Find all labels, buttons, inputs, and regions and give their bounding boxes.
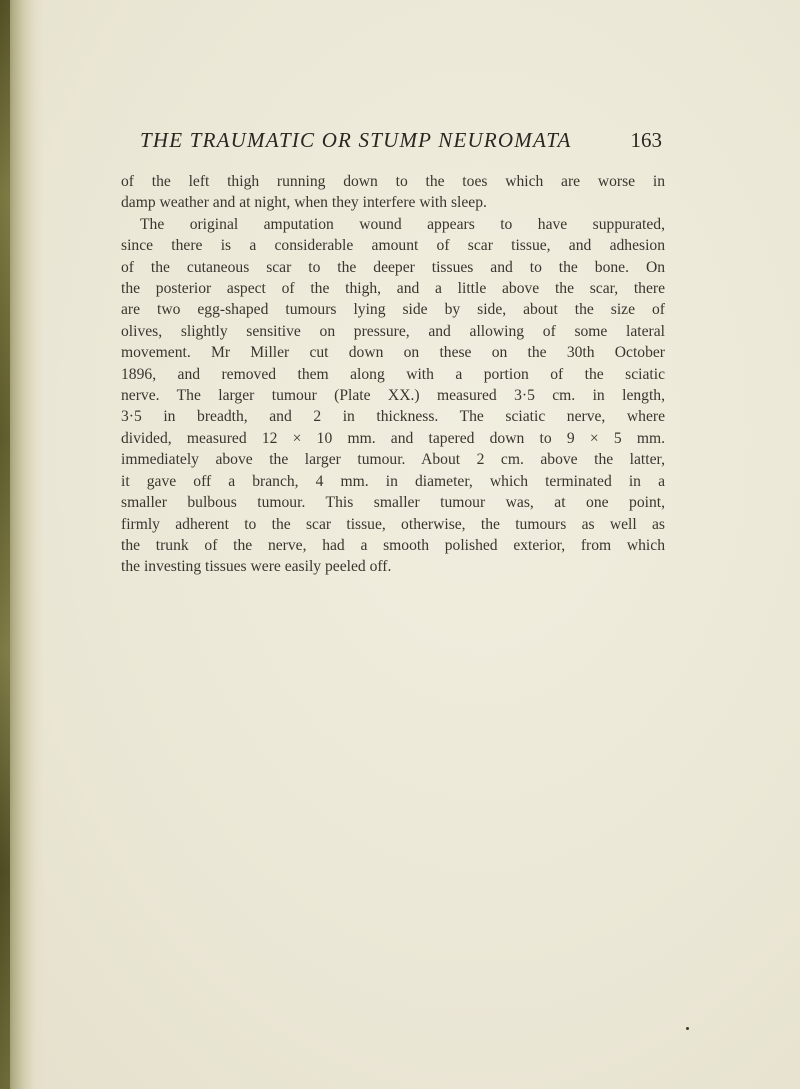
text-line: the trunk of the nerve, had a smooth polished exterior, from which [121,536,665,554]
text-line: 3·5 in breadth, and 2 in thickness. The sciatic nerve, where [121,408,665,426]
page-header [140,128,662,158]
text-line: the investing tissues were easily peeled off. [121,558,392,576]
text-line: The original amputation wound appears to have suppurated, [140,215,665,233]
spine-edge [0,0,10,1089]
text-line: it gave off a branch, 4 mm. in diameter, which terminated in a [121,472,665,490]
text-line: smaller bulbous tumour. This smaller tumour was, at one point, [121,494,665,512]
text-line: of the cutaneous scar to the deeper tissues and to the bone. On [121,258,665,276]
paper-speck [686,1027,689,1030]
text-line: of the left thigh running down to the toes which are worse in [121,173,665,190]
body-text [121,171,665,578]
text-line: are two egg-shaped tumours lying side by side, about the size of [121,301,665,319]
text-line: movement. Mr Miller cut down on these on the 30th October [121,344,665,362]
text-line: since there is a considerable amount of scar tissue, and adhesion [121,237,665,255]
text-line: immediately above the larger tumour. About 2 cm. above the latter, [121,451,665,469]
text-line: the posterior aspect of the thigh, and a little above the scar, there [121,280,665,298]
text-line: damp weather and at night, when they interfere with sleep. [121,194,487,212]
page-number: 163 [630,128,662,152]
text-line: 1896, and removed them along with a portion of the sciatic [121,365,665,383]
text-line: olives, slightly sensitive on pressure, and allowing of some lateral [121,322,665,340]
running-head: THE TRAUMATIC OR STUMP NEUROMATA [140,128,572,152]
text-line: divided, measured 12 × 10 mm. and tapered down to 9 × 5 mm. [121,429,665,447]
text-line: nerve. The larger tumour (Plate XX.) measured 3·5 cm. in length, [121,387,665,405]
text-line: firmly adherent to the scar tissue, otherwise, the tumours as well as [121,515,665,533]
